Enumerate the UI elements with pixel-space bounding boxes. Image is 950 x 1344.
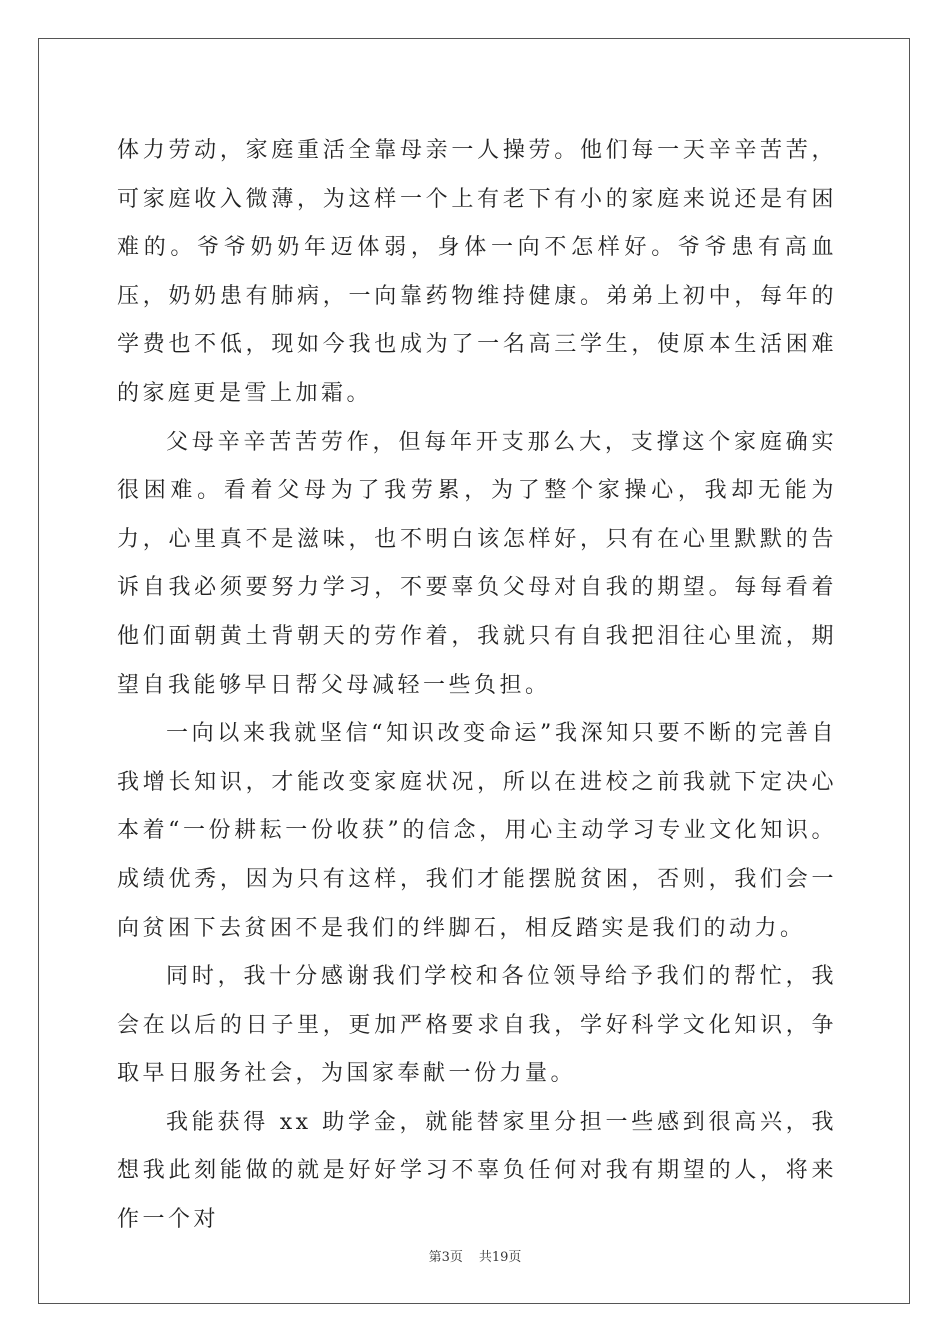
- total-pages: 共19页: [478, 1250, 522, 1265]
- document-body: [117, 127, 837, 1245]
- current-page-number: 第3页: [428, 1250, 463, 1265]
- paragraph-2: 父母辛辛苦苦劳作，但每年开支那么大，支撑这个家庭确实很困难。看着父母为了我劳累，为了整个家操心，我却无能为力，心里真不是滋味，也不明白该怎样好，只有在心里默默的告诉自我必须要努力学习，不要辜负父母对自我的期望。每每看着他们面朝黄土背朝天的劳作着，我就只有自我把泪往心里流，期望自我能够早日帮父母减轻一些负担。: [117, 429, 837, 698]
- paragraph-1: 体力劳动，家庭重活全靠母亲一人操劳。他们每一天辛辛苦苦，可家庭收入微薄，为这样一个上有老下有小的家庭来说还是有困难的。爷爷奶奶年迈体弱，身体一向不怎样好。爷爷患有高血压，奶奶患有肺病，一向靠药物维持健康。弟弟上初中，每年的学费也不低，现如今我也成为了一名高三学生，使原本生活困难的家庭更是雪上加霜。: [117, 138, 837, 406]
- paragraph-5: 我能获得 xx 助学金，就能替家里分担一些感到很高兴，我想我此刻能做的就是好好学习不辜负任何对我有期望的人，将来作一个对: [117, 1109, 837, 1233]
- paragraph-3: 一向以来我就坚信“知识改变命运”我深知只要不断的完善自我增长知识，才能改变家庭状况，所以在进校之前我就下定决心本着“一份耕耘一份收获”的信念，用心主动学习专业文化知识。成绩优秀，因为只有这样，我们才能摆脱贫困，否则，我们会一向贫困下去贫困不是我们的绊脚石，相反踏实是我们的动力。: [117, 721, 837, 941]
- page-footer: [0, 1246, 950, 1265]
- paragraph-4: 同时，我十分感谢我们学校和各位领导给予我们的帮忙，我会在以后的日子里，更加严格要求自我，学好科学文化知识，争取早日服务社会，为国家奉献一份力量。: [117, 964, 837, 1087]
